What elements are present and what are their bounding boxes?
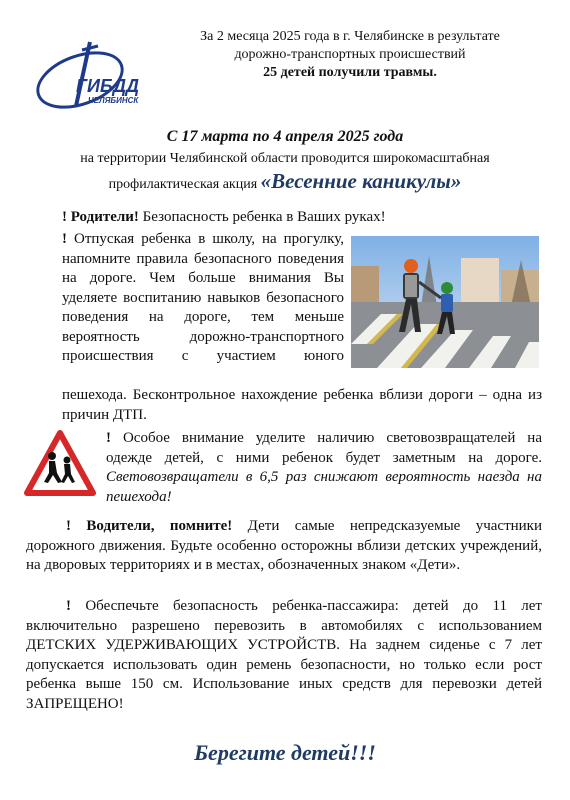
campaign-block xyxy=(30,148,540,196)
footer-slogan: Берегите детей!!! xyxy=(194,740,376,765)
child-seats-paragraph xyxy=(26,597,542,714)
header-line-3: 25 детей получили травмы. xyxy=(263,65,437,80)
seats-mark: ! xyxy=(66,598,71,614)
reflectors-mark: ! xyxy=(106,430,111,446)
parents-mark: ! xyxy=(62,231,67,247)
parents-paragraph-bottom: пешехода. Бесконтрольное нахождение ребенка вблизи дороги – одна из причин ДТП. xyxy=(62,387,542,423)
parents-lead-bold: ! Родители! xyxy=(62,209,139,225)
drivers-text: Дети самые непредсказуемые участники дорожного движения. Будьте особенно осторожны вблизи детских учреждений, на дворовых территориях и в местах, обозначенных знаком «Дети». xyxy=(26,518,542,573)
children-warning-sign xyxy=(24,430,96,496)
reflectors-italic: Световозвращатели в 6,5 раз снижают вероятность наезда на пешехода! xyxy=(106,469,542,505)
reflectors-paragraph xyxy=(106,429,542,507)
drivers-paragraph xyxy=(26,517,542,576)
campaign-dates: С 17 марта по 4 апреля 2025 года xyxy=(166,128,404,145)
campaign-line-2-text: профилактическая акция xyxy=(108,177,258,192)
parents-paragraph-top xyxy=(62,230,344,367)
parents-text-a: Отпуская ребенка в школу, на прогулку, напомните правила безопасного поведения на дороге. Чем больше внимания Вы уделяете воспитанию навыков безопасного поведения на дороге, тем меньше вероятность дорожно-транспортного происшествия с участием юного xyxy=(62,231,344,364)
seats-text: Обеспечьте безопасность ребенка-пассажира: детей до 11 лет включительно разрешено перевозить в автомобилях с использованием ДЕТСКИХ УДЕРЖИВАЮЩИХ УСТРОЙСТВ. На заднем сиденье с 7 лет допускается использовать один ремень безопасности, но только если рост ребенка выше 150 см. Использование иных средств для перевозки детей ЗАПРЕЩЕНО! xyxy=(26,598,542,712)
campaign-line-1: на территории Челябинской области проводится широкомасштабная xyxy=(80,151,490,166)
drivers-lead-bold: ! Водители, помните! xyxy=(66,518,233,534)
header-block xyxy=(150,28,550,82)
svg-text:ГИБДД: ГИБДД xyxy=(76,76,139,96)
campaign-line-2 xyxy=(30,170,540,196)
header-line-1: За 2 месяца 2025 года в г. Челябинске в результате xyxy=(200,29,500,44)
reflectors-text: Особое внимание уделите наличию световозвращателей на одежде детей, с ними ребенок будет заметным на дороге. xyxy=(106,430,542,466)
parents-lead xyxy=(62,208,522,228)
campaign-name: «Весенние каникулы» xyxy=(260,169,462,193)
header-line-2: дорожно-транспортных происшествий xyxy=(234,47,466,62)
crosswalk-photo xyxy=(351,236,539,368)
parents-lead-text: Безопасность ребенка в Ваших руках! xyxy=(138,209,386,225)
logo-city: ЧЕЛЯБИНСК xyxy=(88,96,139,105)
